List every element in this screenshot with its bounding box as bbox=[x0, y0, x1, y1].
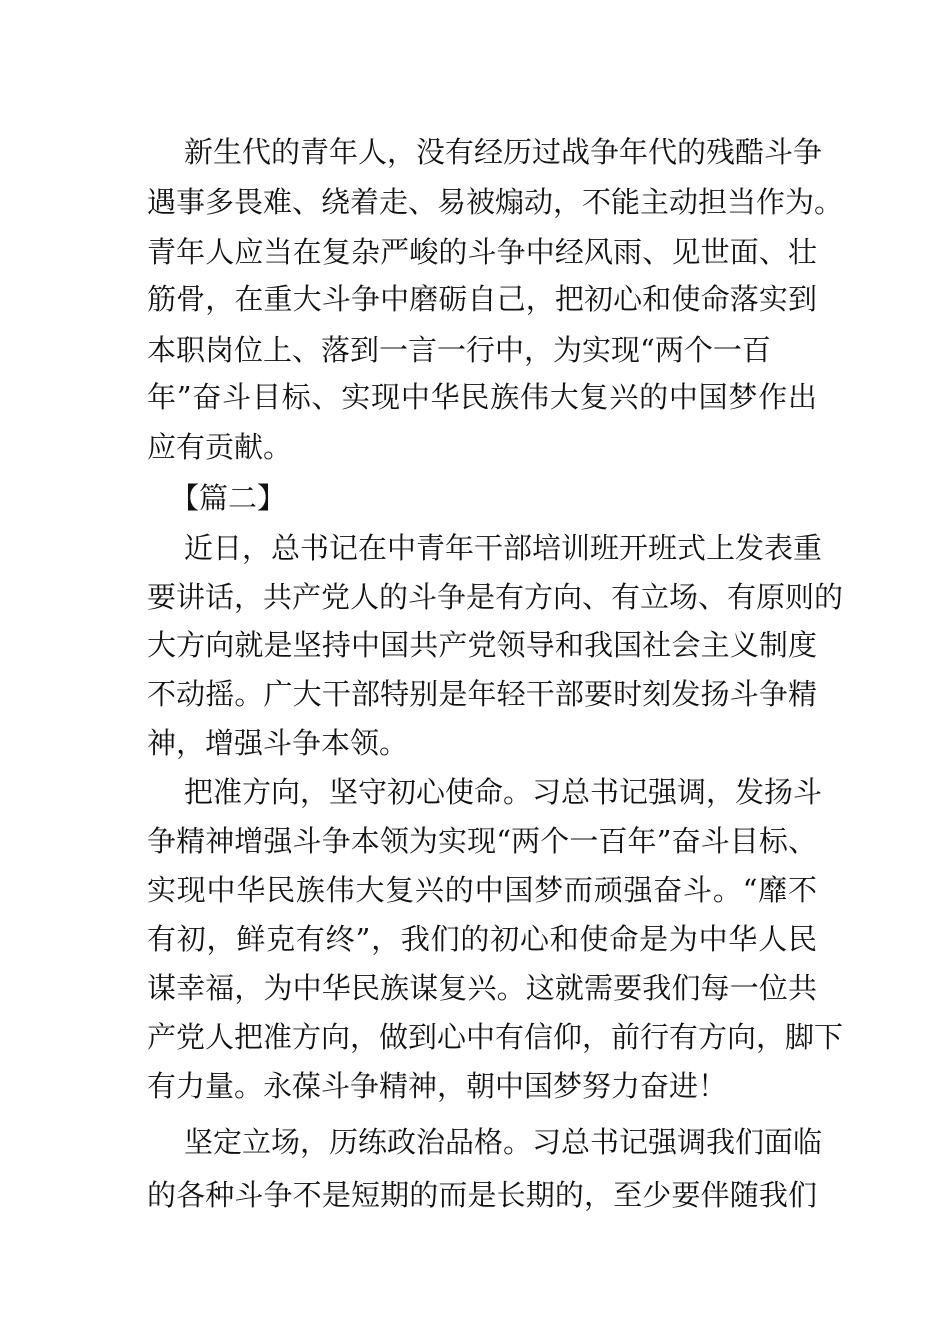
paragraph-line: 遇事多畏难、绕着走、易被煽动，不能主动担当作为。 bbox=[147, 185, 844, 219]
paragraph-line: 神，增强斗争本领。 bbox=[147, 726, 409, 760]
paragraph-line: 争精神增强斗争本领为实现“两个一百年”奋斗目标、 bbox=[147, 824, 817, 858]
paragraph-line: 新生代的青年人，没有经历过战争年代的残酷斗争 bbox=[184, 135, 823, 169]
paragraph-line: 青年人应当在复杂严峻的斗争中经风雨、见世面、壮 bbox=[147, 235, 817, 269]
paragraph-line: 把准方向，坚守初心使命。习总书记强调，发扬斗 bbox=[184, 775, 823, 809]
paragraph-line: 的各种斗争不是短期的而是长期的，至少要伴随我们 bbox=[147, 1178, 817, 1212]
section-heading: 【篇二】 bbox=[170, 481, 287, 515]
paragraph-line: 产党人把准方向，做到心中有信仰，前行有方向，脚下 bbox=[147, 1020, 844, 1054]
paragraph-line: 谋幸福，为中华民族谋复兴。这就需要我们每一位共 bbox=[147, 971, 817, 1005]
paragraph-line: 近日，总书记在中青年干部培训班开班式上发表重 bbox=[184, 531, 823, 565]
paragraph-line: 有力量。永葆斗争精神，朝中国梦努力奋进！ bbox=[147, 1069, 728, 1103]
paragraph-line: 大方向就是坚持中国共产党领导和我国社会主义制度 bbox=[147, 628, 817, 662]
paragraph-line: 有初，鲜克有终”，我们的初心和使命是为中华人民 bbox=[147, 922, 817, 956]
paragraph-line: 要讲话，共产党人的斗争是有方向、有立场、有原则的 bbox=[147, 580, 844, 614]
paragraph-line: 本职岗位上、落到一言一行中，为实现“两个一百 bbox=[147, 333, 771, 367]
paragraph-line: 不动摇。广大干部特别是年轻干部要时刻发扬斗争精 bbox=[147, 677, 817, 711]
paragraph-line: 年”奋斗目标、实现中华民族伟大复兴的中国梦作出 bbox=[147, 380, 817, 414]
paragraph-line: 实现中华民族伟大复兴的中国梦而顽强奋斗。“靡不 bbox=[147, 873, 817, 907]
paragraph-line: 筋骨，在重大斗争中磨砺自己，把初心和使命落实到 bbox=[147, 282, 817, 316]
paragraph-line: 应有贡献。 bbox=[147, 430, 293, 464]
paragraph-line: 坚定立场，历练政治品格。习总书记强调我们面临 bbox=[184, 1125, 823, 1159]
